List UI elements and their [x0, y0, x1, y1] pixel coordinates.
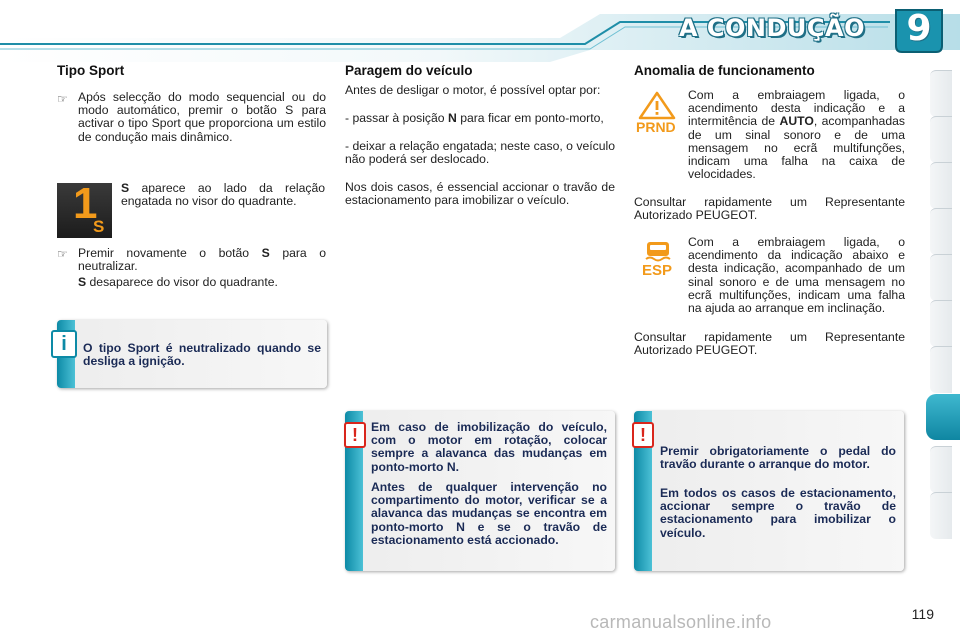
anomaly-p1-top	[688, 89, 905, 181]
bullet2-b: S	[261, 246, 270, 260]
p1-a: Com a embraiagem ligada, o acendimento desta indicação e a intermitência de	[688, 88, 905, 129]
chapter-tab[interactable]	[930, 208, 952, 255]
display-sport-letter: S	[93, 217, 105, 236]
warning-text-3: Premir obrigatoriamente o pedal do travão durante o arranque do motor.	[660, 444, 896, 472]
chapter-tab[interactable]	[930, 446, 952, 493]
warning-text-1	[371, 421, 607, 474]
p1-b: AUTO	[779, 114, 814, 129]
warning-box-anomaly	[634, 411, 904, 571]
info-icon: i	[51, 330, 77, 358]
neutralize-bullet-text	[78, 247, 326, 273]
warning-triangle-icon	[634, 90, 680, 120]
anomaly-p2: Consultar rapidamente um Representante Autorizado PEUGEOT.	[634, 195, 905, 223]
stop-outro: Nos dois casos, é essencial accionar o travão de estacionamento para imobilizar o veículo.	[345, 180, 615, 208]
chapter-title: A CONDUÇÃO	[678, 14, 865, 42]
chapter-tab[interactable]	[930, 346, 952, 393]
warn1-c: .	[455, 459, 460, 474]
prnd-label: PRND	[636, 119, 676, 135]
s2-desc: desaparece do visor do quadrante.	[89, 275, 278, 289]
item1-b: N	[447, 111, 457, 125]
s-disappears-text	[78, 276, 326, 289]
pointing-hand-icon: ☞	[57, 247, 68, 261]
chapter-tab-active[interactable]	[926, 394, 960, 440]
exclamation-icon: !	[632, 422, 654, 448]
section-title-anomaly: Anomalia de funcionamento	[634, 63, 815, 78]
chapter-tab[interactable]	[930, 300, 952, 347]
chapter-tabs	[926, 70, 960, 570]
item1-a: - passar à posição	[345, 111, 445, 125]
anomaly-p4: Consultar rapidamente um Representante Autorizado PEUGEOT.	[634, 330, 905, 358]
esp-label: ESP	[642, 262, 673, 279]
info-box-text: O tipo Sport é neutralizado quando se desliga a ignição.	[83, 341, 321, 369]
esp-warning-icon	[640, 238, 676, 284]
section-title-stop: Paragem do veículo	[345, 63, 473, 78]
s2-bold: S	[78, 275, 87, 289]
display-gear-digit: 1	[73, 179, 98, 228]
section-title-sport: Tipo Sport	[57, 63, 125, 78]
warn2-c: e se o travão de estacionamento está accionado.	[371, 519, 608, 547]
chapter-tab[interactable]	[930, 116, 952, 163]
stop-intro: Antes de desligar o motor, é possível optar por:	[345, 83, 601, 97]
chapter-tab[interactable]	[930, 162, 952, 209]
warn2-a: Antes de qualquer intervenção no compartimento do motor, verificar se a alavanca das mudanças se encontra em ponto-morto	[371, 480, 607, 534]
chapter-number: 9	[906, 8, 932, 49]
pointing-hand-icon: ☞	[57, 92, 68, 106]
info-box	[57, 320, 327, 388]
watermark: carmanualsonline.info	[590, 612, 772, 632]
warn2-b: N	[456, 519, 465, 534]
exclamation-icon: !	[344, 422, 366, 448]
anomaly-p3: Com a embraiagem ligada, o acendimento da indicação abaixo e desta indicação, acompanhado de um sinal sonoro e de uma mensagem no ecrã multifunções, indicam uma falha na ajuda ao arranque em inclinação.	[688, 235, 905, 316]
stop-item1	[345, 112, 615, 125]
warning-text-4: Em todos os casos de estacionamento, accionar sempre o travão de estacionamento para imobilizar o veículo.	[660, 486, 896, 540]
warning-box-stop	[345, 411, 615, 571]
sport-bullet-text: Após selecção do modo sequencial ou do modo automático, premir o botão S para activar o tipo Sport que proporciona um estilo de condução mais dinâmico.	[78, 90, 326, 144]
bullet2-c: para o neutralizar.	[78, 246, 327, 274]
warn1-b: N	[446, 459, 456, 474]
chapter-tab[interactable]	[930, 492, 952, 539]
skid-car-icon	[640, 238, 676, 264]
s-indicator-text	[121, 182, 325, 208]
warn1-a: Em caso de imobilização do veículo, com o motor em rotação, colocar sempre a alavanca das mudanças em ponto-morto	[371, 420, 607, 474]
stop-item2: - deixar a relação engatada; neste caso, o veículo não poderá ser deslocado.	[345, 139, 615, 167]
item1-c: para ficar em ponto-morto,	[460, 111, 604, 125]
p1-c: , acompanhadas de um sinal sonoro e de uma mensagem no ecrã multifunções, indicam uma falha na caixa de velocidades.	[688, 114, 905, 182]
chapter-tab[interactable]	[930, 70, 952, 117]
prnd-warning-icon	[634, 90, 680, 138]
warning-text-2	[371, 481, 607, 547]
page-number: 119	[911, 606, 934, 622]
bullet2-a: Premir novamente o botão	[78, 246, 250, 260]
sport-display-image	[57, 179, 112, 238]
chapter-tab[interactable]	[930, 254, 952, 301]
s-desc: aparece ao lado da relação engatada no visor do quadrante.	[121, 181, 325, 209]
s-bold: S	[121, 181, 130, 195]
